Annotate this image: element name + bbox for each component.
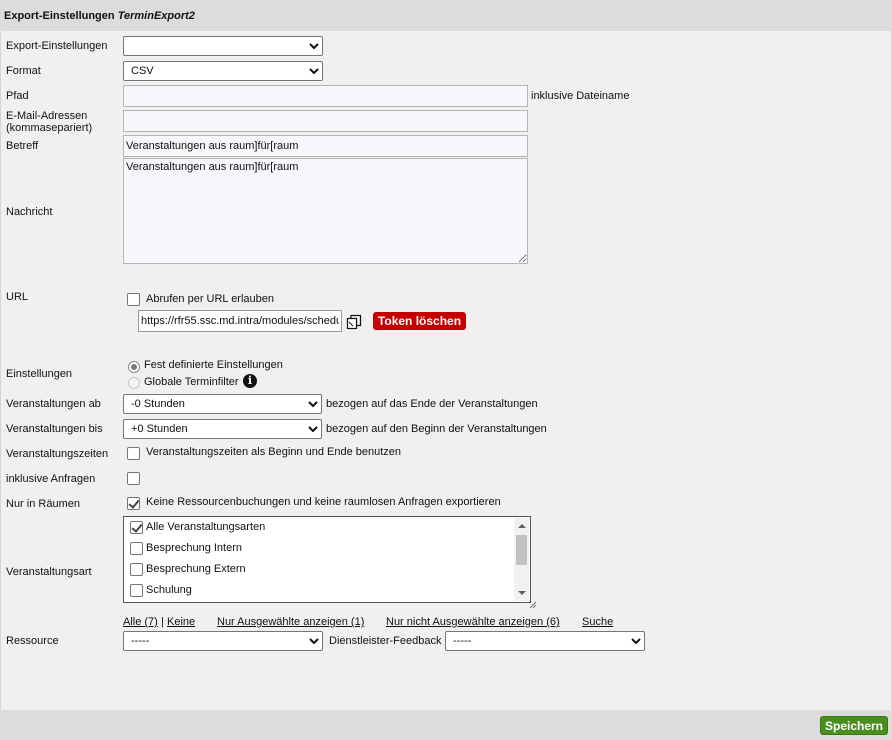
message-textarea[interactable] — [123, 158, 528, 264]
radio-global-label: Globale Terminfilter — [144, 376, 239, 388]
link-search[interactable]: Suche — [582, 616, 614, 628]
event-times-option: Veranstaltungszeiten als Beginn und Ende benutzen — [146, 446, 402, 458]
event-type-checkbox[interactable] — [130, 521, 143, 534]
path-hint: inklusive Dateiname — [531, 90, 630, 102]
link-separator: | — [161, 616, 164, 628]
footer-bar — [0, 710, 892, 740]
event-type-item-label: Schulung — [146, 584, 192, 596]
delete-token-button[interactable]: Token löschen — [373, 312, 466, 330]
event-times-checkbox[interactable] — [127, 447, 140, 460]
format-select[interactable] — [123, 61, 323, 81]
radio-fixed-settings[interactable] — [128, 361, 140, 373]
provider-feedback-label: Dienstleister-Feedback — [329, 635, 442, 647]
url-input[interactable] — [138, 310, 342, 332]
radio-global-filter[interactable] — [128, 377, 140, 389]
event-type-item-label: Besprechung Extern — [146, 563, 246, 575]
format-label: Format — [6, 65, 41, 77]
radio-fixed-label: Fest definierte Einstellungen — [144, 359, 283, 371]
event-type-checkbox[interactable] — [130, 584, 143, 597]
scroll-thumb[interactable] — [516, 535, 527, 565]
include-requests-checkbox[interactable] — [127, 472, 140, 485]
export-settings-label: Export-Einstellungen — [6, 40, 108, 52]
event-type-label: Veranstaltungsart — [6, 566, 92, 578]
subject-input[interactable] — [123, 135, 528, 157]
path-input[interactable] — [123, 85, 528, 107]
resize-grip-icon[interactable] — [529, 601, 537, 609]
events-from-select[interactable] — [123, 394, 322, 414]
events-to-label: Veranstaltungen bis — [6, 423, 103, 435]
export-settings-select[interactable] — [123, 36, 323, 56]
event-type-listbox[interactable] — [123, 516, 531, 603]
header-prefix: Export-Einstellungen — [4, 10, 115, 22]
rooms-only-label: Nur in Räumen — [6, 498, 80, 510]
allow-url-checkbox[interactable] — [127, 293, 140, 306]
include-requests-label: inklusive Anfragen — [6, 473, 96, 485]
url-label: URL — [6, 291, 29, 303]
events-to-hint: bezogen auf den Beginn der Veranstaltungen — [326, 423, 547, 435]
event-type-checkbox[interactable] — [130, 542, 143, 555]
email-input[interactable] — [123, 110, 528, 132]
link-none[interactable]: Keine — [167, 616, 196, 628]
rooms-only-option: Keine Ressourcenbuchungen und keine raumlosen Anfragen exportieren — [146, 496, 501, 508]
events-to-select[interactable] — [123, 419, 322, 439]
rooms-only-checkbox[interactable] — [127, 497, 140, 510]
allow-url-label: Abrufen per URL erlauben — [146, 293, 275, 305]
event-type-item-label: Alle Veranstaltungsarten — [146, 521, 266, 533]
email-label-sub: (kommasepariert) — [6, 122, 93, 134]
message-label: Nachricht — [6, 206, 53, 218]
scroll-up-icon[interactable] — [518, 524, 526, 528]
link-only-selected[interactable]: Nur Ausgewählte anzeigen (1) — [217, 616, 365, 628]
event-times-label: Veranstaltungszeiten — [6, 448, 109, 460]
copy-icon[interactable] — [346, 314, 362, 330]
scroll-down-icon[interactable] — [518, 591, 526, 595]
events-from-label: Veranstaltungen ab — [6, 398, 101, 410]
subject-label: Betreff — [6, 140, 39, 152]
link-all[interactable]: Alle (7) — [123, 616, 158, 628]
resource-select[interactable] — [123, 631, 323, 651]
resource-label: Ressource — [6, 635, 59, 647]
export-name: TerminExport2 — [117, 10, 195, 22]
page-header — [0, 0, 892, 31]
events-from-hint: bezogen auf das Ende der Veranstaltungen — [326, 398, 538, 410]
save-button[interactable]: Speichern — [820, 716, 888, 735]
provider-feedback-select[interactable] — [445, 631, 645, 651]
settings-label: Einstellungen — [6, 368, 73, 380]
listbox-scrollbar[interactable] — [514, 518, 529, 601]
event-type-item-label: Besprechung Intern — [146, 542, 243, 554]
email-label: E-Mail-Adressen — [6, 110, 88, 122]
path-label: Pfad — [6, 90, 29, 102]
info-icon[interactable]: i — [243, 374, 257, 388]
link-only-unselected[interactable]: Nur nicht Ausgewählte anzeigen (6) — [386, 616, 560, 628]
event-type-checkbox[interactable] — [130, 563, 143, 576]
